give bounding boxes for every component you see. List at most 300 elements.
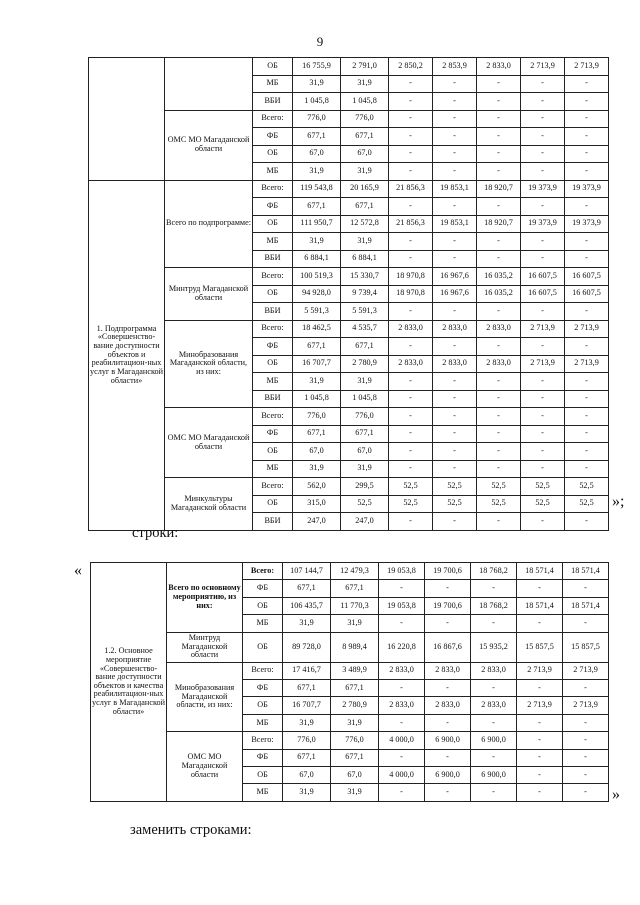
value-cell: 31,9 bbox=[293, 163, 341, 181]
source-cell: Всего: bbox=[253, 320, 293, 338]
source-cell: ВБИ bbox=[253, 513, 293, 531]
table-row bbox=[89, 268, 609, 286]
value-cell: - bbox=[389, 233, 433, 251]
source-cell: ФБ bbox=[253, 128, 293, 146]
source-cell: МБ bbox=[253, 233, 293, 251]
value-cell: - bbox=[521, 390, 565, 408]
value-cell: 18 970,8 bbox=[389, 268, 433, 286]
executor-label: Минкультуры Магаданской области bbox=[165, 478, 253, 531]
value-cell: 21 856,3 bbox=[389, 215, 433, 233]
source-cell: Всего: bbox=[243, 732, 283, 749]
value-cell: - bbox=[379, 714, 425, 731]
value-cell: - bbox=[425, 580, 471, 597]
value-cell: - bbox=[565, 443, 609, 461]
value-cell: - bbox=[521, 233, 565, 251]
value-cell: 2 833,0 bbox=[389, 355, 433, 373]
value-cell: 18 920,7 bbox=[477, 180, 521, 198]
value-cell: - bbox=[565, 338, 609, 356]
value-cell: 2 713,9 bbox=[521, 355, 565, 373]
source-cell: МБ bbox=[243, 784, 283, 801]
value-cell: - bbox=[477, 460, 521, 478]
value-cell: - bbox=[433, 250, 477, 268]
source-cell: ФБ bbox=[243, 679, 283, 696]
value-cell: - bbox=[379, 679, 425, 696]
source-cell: Всего: bbox=[243, 563, 283, 580]
value-cell: 776,0 bbox=[331, 732, 379, 749]
value-cell: - bbox=[565, 145, 609, 163]
value-cell: - bbox=[563, 749, 609, 766]
source-cell: ОБ bbox=[243, 697, 283, 714]
value-cell: - bbox=[521, 128, 565, 146]
value-cell: 18 970,8 bbox=[389, 285, 433, 303]
value-cell: 67,0 bbox=[341, 443, 389, 461]
value-cell: 20 165,9 bbox=[341, 180, 389, 198]
value-cell: - bbox=[471, 749, 517, 766]
value-cell: 19 853,1 bbox=[433, 180, 477, 198]
value-cell: 5 591,3 bbox=[341, 303, 389, 321]
value-cell: 562,0 bbox=[293, 478, 341, 496]
value-cell: 67,0 bbox=[293, 443, 341, 461]
value-cell: 6 884,1 bbox=[341, 250, 389, 268]
value-cell: 18 768,2 bbox=[471, 563, 517, 580]
value-cell: - bbox=[477, 233, 521, 251]
value-cell: 11 770,3 bbox=[331, 597, 379, 614]
value-cell: - bbox=[565, 408, 609, 426]
value-cell: 677,1 bbox=[341, 338, 389, 356]
text-zamenit: заменить строками: bbox=[130, 822, 252, 838]
value-cell: - bbox=[477, 303, 521, 321]
value-cell: 19 053,8 bbox=[379, 563, 425, 580]
value-cell: 2 833,0 bbox=[471, 662, 517, 679]
value-cell: - bbox=[477, 145, 521, 163]
value-cell: - bbox=[389, 163, 433, 181]
value-cell: 247,0 bbox=[341, 513, 389, 531]
value-cell: 776,0 bbox=[283, 732, 331, 749]
source-cell: ОБ bbox=[253, 495, 293, 513]
value-cell: 16 607,5 bbox=[565, 268, 609, 286]
value-cell: - bbox=[477, 93, 521, 111]
value-cell: - bbox=[425, 615, 471, 632]
value-cell: 18 920,7 bbox=[477, 215, 521, 233]
value-cell: - bbox=[565, 163, 609, 181]
value-cell: 247,0 bbox=[293, 513, 341, 531]
value-cell: 677,1 bbox=[331, 580, 379, 597]
value-cell: 31,9 bbox=[341, 373, 389, 391]
executor-label: Всего по подпрограмме: bbox=[165, 180, 253, 268]
source-cell: ОБ bbox=[253, 443, 293, 461]
value-cell: 52,5 bbox=[389, 478, 433, 496]
value-cell: - bbox=[521, 198, 565, 216]
value-cell: 1 045,8 bbox=[341, 390, 389, 408]
value-cell: - bbox=[433, 338, 477, 356]
value-cell: 2 833,0 bbox=[379, 662, 425, 679]
value-cell: - bbox=[379, 749, 425, 766]
value-cell: 89 728,0 bbox=[283, 632, 331, 662]
value-cell: 2 780,9 bbox=[331, 697, 379, 714]
value-cell: 52,5 bbox=[341, 495, 389, 513]
value-cell: 52,5 bbox=[433, 478, 477, 496]
value-cell: 17 416,7 bbox=[283, 662, 331, 679]
value-cell: - bbox=[389, 390, 433, 408]
value-cell: 31,9 bbox=[283, 615, 331, 632]
value-cell: 677,1 bbox=[283, 749, 331, 766]
value-cell: - bbox=[433, 198, 477, 216]
value-cell: - bbox=[565, 460, 609, 478]
value-cell: 16 707,7 bbox=[283, 697, 331, 714]
value-cell: 19 700,6 bbox=[425, 563, 471, 580]
value-cell: - bbox=[425, 784, 471, 801]
source-cell: МБ bbox=[253, 460, 293, 478]
value-cell: - bbox=[521, 110, 565, 128]
value-cell: - bbox=[521, 460, 565, 478]
closing-quote-2: » bbox=[612, 786, 620, 803]
value-cell: 67,0 bbox=[293, 145, 341, 163]
value-cell: - bbox=[379, 615, 425, 632]
value-cell: 2 713,9 bbox=[521, 320, 565, 338]
value-cell: 31,9 bbox=[331, 615, 379, 632]
value-cell: 52,5 bbox=[521, 478, 565, 496]
value-cell: 15 857,5 bbox=[563, 632, 609, 662]
value-cell: 2 791,0 bbox=[341, 58, 389, 76]
table-row bbox=[89, 408, 609, 426]
value-cell: 2 713,9 bbox=[565, 355, 609, 373]
value-cell: 677,1 bbox=[283, 580, 331, 597]
value-cell: - bbox=[517, 679, 563, 696]
value-cell: - bbox=[521, 425, 565, 443]
value-cell: 2 833,0 bbox=[379, 697, 425, 714]
value-cell: 19 373,9 bbox=[521, 180, 565, 198]
value-cell: 776,0 bbox=[293, 408, 341, 426]
opening-quote: « bbox=[74, 562, 82, 579]
value-cell: 119 543,8 bbox=[293, 180, 341, 198]
value-cell: 18 571,4 bbox=[517, 597, 563, 614]
value-cell: - bbox=[521, 145, 565, 163]
value-cell: 6 884,1 bbox=[293, 250, 341, 268]
value-cell: 31,9 bbox=[341, 163, 389, 181]
executor-label: ОМС МО Магаданской области bbox=[165, 110, 253, 180]
value-cell: - bbox=[425, 679, 471, 696]
value-cell: - bbox=[565, 93, 609, 111]
value-cell: - bbox=[389, 408, 433, 426]
value-cell: 6 900,0 bbox=[425, 766, 471, 783]
value-cell: - bbox=[517, 749, 563, 766]
value-cell: - bbox=[563, 714, 609, 731]
value-cell: - bbox=[389, 460, 433, 478]
table-row bbox=[91, 662, 609, 679]
source-cell: МБ bbox=[253, 163, 293, 181]
value-cell: 52,5 bbox=[433, 495, 477, 513]
value-cell: 100 519,3 bbox=[293, 268, 341, 286]
value-cell: 19 053,8 bbox=[379, 597, 425, 614]
value-cell: - bbox=[477, 373, 521, 391]
value-cell: 31,9 bbox=[293, 460, 341, 478]
value-cell: - bbox=[521, 408, 565, 426]
value-cell: 16 607,5 bbox=[521, 285, 565, 303]
value-cell: 16 967,6 bbox=[433, 285, 477, 303]
value-cell: 4 000,0 bbox=[379, 766, 425, 783]
source-cell: ФБ bbox=[253, 338, 293, 356]
value-cell: 31,9 bbox=[293, 75, 341, 93]
value-cell: 21 856,3 bbox=[389, 180, 433, 198]
value-cell: - bbox=[389, 425, 433, 443]
value-cell: 2 833,0 bbox=[477, 58, 521, 76]
page-number: 9 bbox=[316, 34, 324, 49]
value-cell: 19 853,1 bbox=[433, 215, 477, 233]
value-cell: 31,9 bbox=[283, 784, 331, 801]
value-cell: - bbox=[563, 766, 609, 783]
value-cell: - bbox=[433, 373, 477, 391]
value-cell: 16 220,8 bbox=[379, 632, 425, 662]
value-cell: 52,5 bbox=[477, 495, 521, 513]
value-cell: 2 713,9 bbox=[521, 58, 565, 76]
value-cell: - bbox=[565, 233, 609, 251]
source-cell: ВБИ bbox=[253, 303, 293, 321]
executor-label: ОМС МО Магаданской области bbox=[165, 408, 253, 478]
value-cell: 2 833,0 bbox=[471, 697, 517, 714]
value-cell: 1 045,8 bbox=[293, 390, 341, 408]
source-cell: ФБ bbox=[243, 580, 283, 597]
value-cell: - bbox=[517, 784, 563, 801]
source-cell: ФБ bbox=[253, 425, 293, 443]
table-row bbox=[89, 478, 609, 496]
table-row bbox=[89, 180, 609, 198]
source-cell: ВБИ bbox=[253, 390, 293, 408]
value-cell: - bbox=[517, 615, 563, 632]
value-cell: 18 571,4 bbox=[563, 563, 609, 580]
value-cell: - bbox=[433, 303, 477, 321]
value-cell: - bbox=[389, 198, 433, 216]
source-cell: ОБ bbox=[253, 355, 293, 373]
value-cell: - bbox=[389, 303, 433, 321]
executor-label: Всего по основному мероприятию, из них: bbox=[167, 563, 243, 633]
program-label: 1. Подпрограмма «Совершенство-вание доступности объектов и реабилитацион-ных услуг в Магаданской области» bbox=[89, 180, 165, 530]
value-cell: 2 713,9 bbox=[565, 320, 609, 338]
source-cell: ФБ bbox=[243, 749, 283, 766]
value-cell: 677,1 bbox=[341, 128, 389, 146]
value-cell: - bbox=[477, 390, 521, 408]
table-row bbox=[91, 632, 609, 662]
value-cell: 677,1 bbox=[331, 749, 379, 766]
value-cell: - bbox=[389, 338, 433, 356]
blank-label-cell bbox=[165, 58, 253, 111]
value-cell: 16 707,7 bbox=[293, 355, 341, 373]
value-cell: 2 713,9 bbox=[563, 662, 609, 679]
value-cell: - bbox=[379, 580, 425, 597]
value-cell: 31,9 bbox=[293, 373, 341, 391]
value-cell: 31,9 bbox=[341, 75, 389, 93]
value-cell: 18 571,4 bbox=[563, 597, 609, 614]
value-cell: - bbox=[565, 75, 609, 93]
value-cell: - bbox=[521, 303, 565, 321]
source-cell: Всего: bbox=[253, 478, 293, 496]
value-cell: 2 833,0 bbox=[425, 697, 471, 714]
value-cell: - bbox=[521, 163, 565, 181]
value-cell: - bbox=[565, 198, 609, 216]
value-cell: 18 462,5 bbox=[293, 320, 341, 338]
value-cell: 2 833,0 bbox=[425, 662, 471, 679]
value-cell: 677,1 bbox=[293, 425, 341, 443]
value-cell: 4 535,7 bbox=[341, 320, 389, 338]
source-cell: ОБ bbox=[253, 145, 293, 163]
value-cell: - bbox=[433, 163, 477, 181]
value-cell: 16 035,2 bbox=[477, 285, 521, 303]
value-cell: - bbox=[477, 163, 521, 181]
value-cell: - bbox=[521, 373, 565, 391]
value-cell: 1 045,8 bbox=[341, 93, 389, 111]
value-cell: 4 000,0 bbox=[379, 732, 425, 749]
source-cell: МБ bbox=[243, 714, 283, 731]
value-cell: 677,1 bbox=[293, 338, 341, 356]
value-cell: 677,1 bbox=[341, 425, 389, 443]
value-cell: - bbox=[521, 513, 565, 531]
source-cell: ВБИ bbox=[253, 250, 293, 268]
value-cell: - bbox=[433, 145, 477, 163]
value-cell: - bbox=[471, 714, 517, 731]
source-cell: ФБ bbox=[253, 198, 293, 216]
value-cell: 9 739,4 bbox=[341, 285, 389, 303]
source-cell: ОБ bbox=[243, 597, 283, 614]
value-cell: 16 035,2 bbox=[477, 268, 521, 286]
value-cell: - bbox=[425, 714, 471, 731]
value-cell: - bbox=[389, 250, 433, 268]
value-cell: 2 853,9 bbox=[433, 58, 477, 76]
value-cell: - bbox=[389, 93, 433, 111]
value-cell: 19 373,9 bbox=[565, 180, 609, 198]
value-cell: - bbox=[517, 580, 563, 597]
source-cell: МБ bbox=[243, 615, 283, 632]
value-cell: 5 591,3 bbox=[293, 303, 341, 321]
value-cell: 2 833,0 bbox=[433, 355, 477, 373]
source-cell: ОБ bbox=[243, 632, 283, 662]
value-cell: - bbox=[563, 615, 609, 632]
value-cell: 31,9 bbox=[331, 784, 379, 801]
value-cell: - bbox=[565, 250, 609, 268]
value-cell: 6 900,0 bbox=[471, 732, 517, 749]
value-cell: - bbox=[517, 732, 563, 749]
value-cell: - bbox=[433, 390, 477, 408]
value-cell: 107 144,7 bbox=[283, 563, 331, 580]
value-cell: 67,0 bbox=[331, 766, 379, 783]
value-cell: 776,0 bbox=[293, 110, 341, 128]
value-cell: - bbox=[565, 373, 609, 391]
value-cell: 18 768,2 bbox=[471, 597, 517, 614]
value-cell: - bbox=[379, 784, 425, 801]
table-row bbox=[89, 58, 609, 76]
value-cell: 19 373,9 bbox=[565, 215, 609, 233]
text-stroki: строки: bbox=[132, 525, 179, 541]
value-cell: - bbox=[433, 425, 477, 443]
value-cell: - bbox=[521, 250, 565, 268]
source-cell: МБ bbox=[253, 75, 293, 93]
value-cell: 111 950,7 bbox=[293, 215, 341, 233]
value-cell: - bbox=[471, 580, 517, 597]
value-cell: - bbox=[471, 679, 517, 696]
value-cell: 2 780,9 bbox=[341, 355, 389, 373]
value-cell: - bbox=[521, 338, 565, 356]
value-cell: 67,0 bbox=[283, 766, 331, 783]
value-cell: 19 373,9 bbox=[521, 215, 565, 233]
value-cell: 2 833,0 bbox=[433, 320, 477, 338]
source-cell: Всего: bbox=[253, 268, 293, 286]
value-cell: - bbox=[477, 338, 521, 356]
source-cell: МБ bbox=[253, 373, 293, 391]
value-cell: 19 700,6 bbox=[425, 597, 471, 614]
closing-quote-1: »; bbox=[612, 493, 625, 510]
value-cell: 677,1 bbox=[293, 198, 341, 216]
value-cell: 315,0 bbox=[293, 495, 341, 513]
value-cell: - bbox=[477, 408, 521, 426]
value-cell: - bbox=[563, 679, 609, 696]
value-cell: - bbox=[521, 75, 565, 93]
value-cell: 31,9 bbox=[341, 233, 389, 251]
value-cell: 2 713,9 bbox=[565, 58, 609, 76]
value-cell: - bbox=[565, 303, 609, 321]
value-cell: - bbox=[563, 580, 609, 597]
table-row bbox=[89, 320, 609, 338]
value-cell: 31,9 bbox=[341, 460, 389, 478]
source-cell: ОБ bbox=[243, 766, 283, 783]
value-cell: 677,1 bbox=[341, 198, 389, 216]
table-row bbox=[91, 563, 609, 580]
source-cell: ОБ bbox=[253, 215, 293, 233]
value-cell: 2 833,0 bbox=[477, 320, 521, 338]
source-cell: Всего: bbox=[253, 408, 293, 426]
value-cell: 776,0 bbox=[341, 110, 389, 128]
value-cell: 6 900,0 bbox=[471, 766, 517, 783]
value-cell: - bbox=[433, 443, 477, 461]
value-cell: 8 989,4 bbox=[331, 632, 379, 662]
value-cell: - bbox=[477, 198, 521, 216]
value-cell: 15 330,7 bbox=[341, 268, 389, 286]
value-cell: 12 479,3 bbox=[331, 563, 379, 580]
value-cell: 52,5 bbox=[521, 495, 565, 513]
executor-label: Минобразования Магаданской области, из них: bbox=[165, 320, 253, 408]
value-cell: 299,5 bbox=[341, 478, 389, 496]
value-cell: 67,0 bbox=[341, 145, 389, 163]
value-cell: - bbox=[477, 513, 521, 531]
value-cell: - bbox=[433, 75, 477, 93]
budget-table-2 bbox=[90, 562, 609, 802]
source-cell: ОБ bbox=[253, 58, 293, 76]
value-cell: - bbox=[477, 250, 521, 268]
value-cell: 12 572,8 bbox=[341, 215, 389, 233]
value-cell: 52,5 bbox=[389, 495, 433, 513]
value-cell: - bbox=[565, 513, 609, 531]
value-cell: - bbox=[563, 784, 609, 801]
executor-label: Минтруд Магаданской области bbox=[165, 268, 253, 321]
value-cell: - bbox=[433, 460, 477, 478]
executor-label: ОМС МО Магаданской области bbox=[167, 732, 243, 802]
table-row bbox=[91, 732, 609, 749]
value-cell: - bbox=[565, 390, 609, 408]
value-cell: 16 607,5 bbox=[521, 268, 565, 286]
blank-program-cell bbox=[89, 58, 165, 181]
value-cell: 16 607,5 bbox=[565, 285, 609, 303]
value-cell: - bbox=[389, 110, 433, 128]
executor-label: Минобразования Магаданской области, из них: bbox=[167, 662, 243, 732]
value-cell: 6 900,0 bbox=[425, 732, 471, 749]
value-cell: 2 713,9 bbox=[563, 697, 609, 714]
source-cell: ОБ bbox=[253, 285, 293, 303]
value-cell: 1 045,8 bbox=[293, 93, 341, 111]
value-cell: 2 833,0 bbox=[477, 355, 521, 373]
value-cell: - bbox=[389, 513, 433, 531]
value-cell: 94 928,0 bbox=[293, 285, 341, 303]
executor-label: Минтруд Магаданской области bbox=[167, 632, 243, 662]
source-cell: Всего: bbox=[253, 110, 293, 128]
value-cell: - bbox=[433, 93, 477, 111]
value-cell: - bbox=[563, 732, 609, 749]
